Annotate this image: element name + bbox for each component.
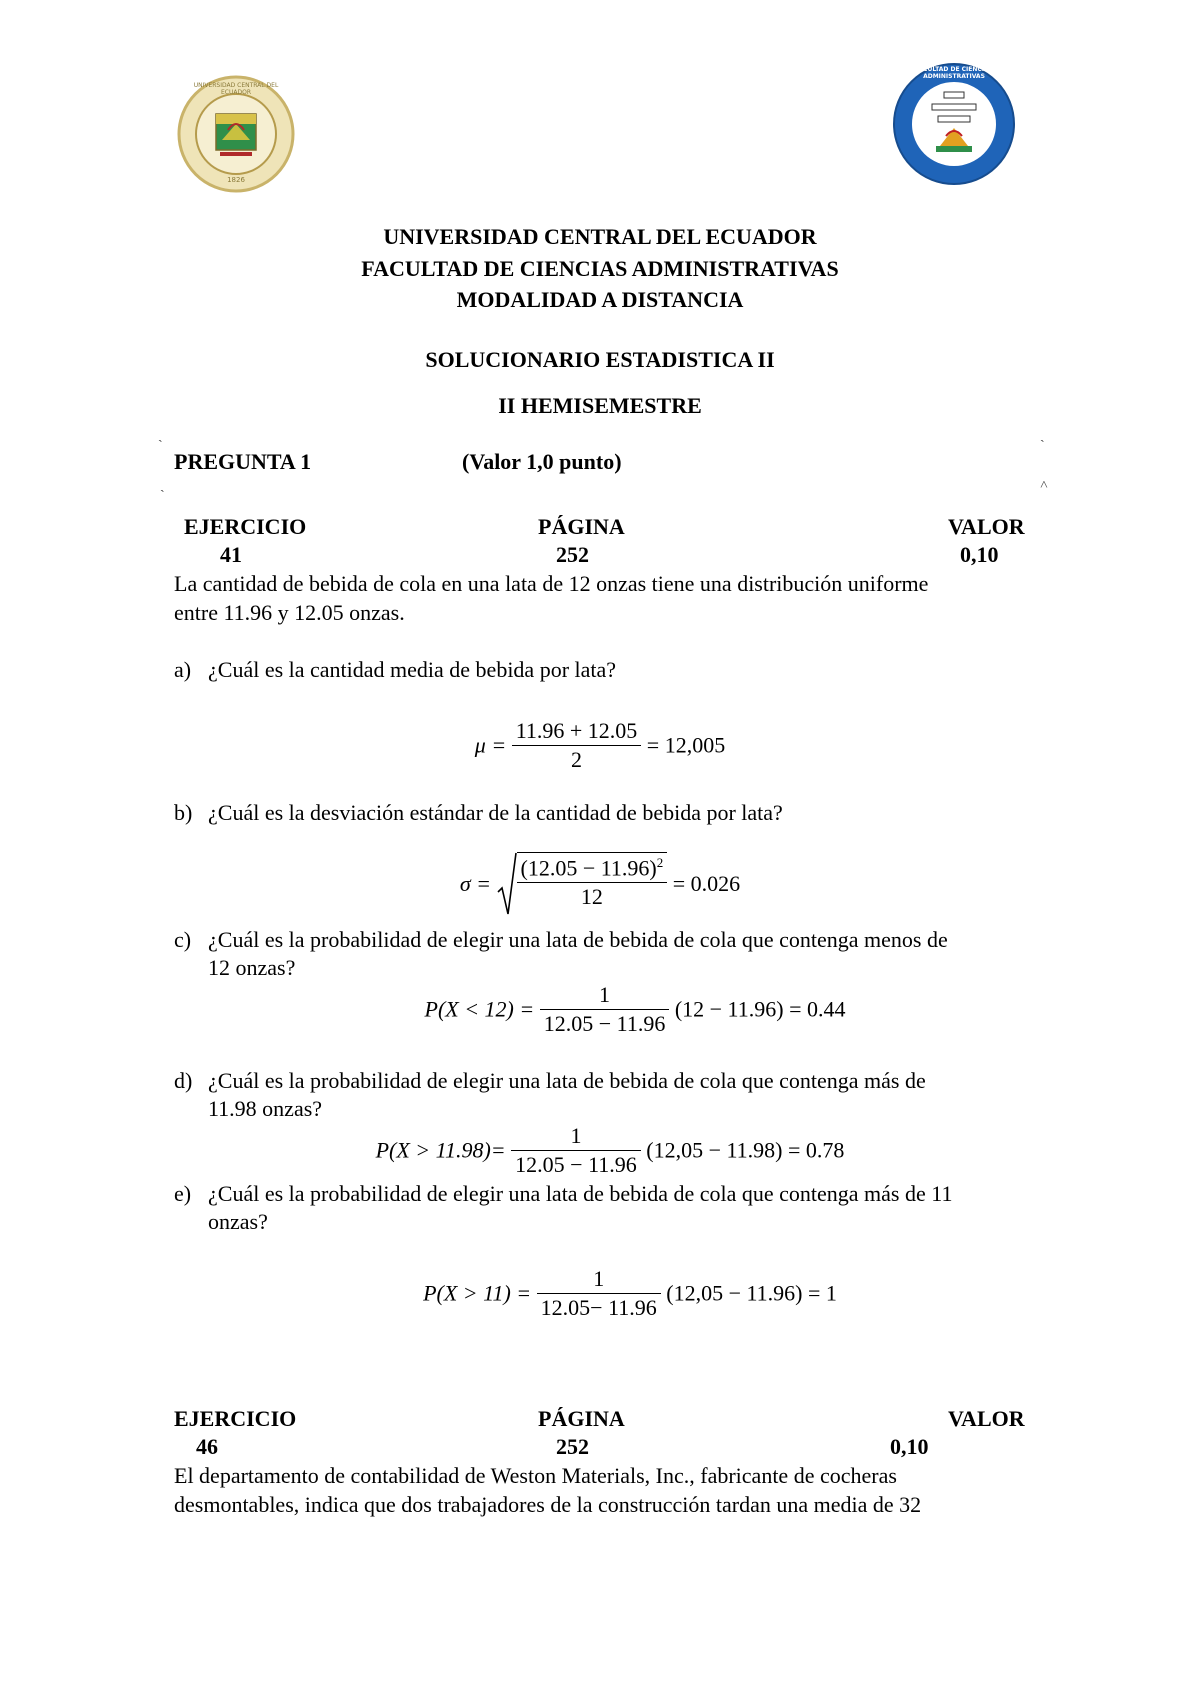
formula-lhs: P(X > 11.98)= (375, 1137, 506, 1163)
exercise-value: 0,10 (890, 1434, 929, 1459)
formula-prob-greater-11 (0, 1266, 1200, 1321)
modality-name: MODALIDAD A DISTANCIA (456, 287, 744, 312)
document-title: SOLUCIONARIO ESTADISTICA II (425, 347, 775, 372)
exercise-number: 41 (220, 542, 242, 567)
university-name: UNIVERSIDAD CENTRAL DEL ECUADOR (383, 224, 817, 249)
exercise-statement-line: La cantidad de bebida de cola en una lata de 12 onzas tiene una distribución uniforme (174, 571, 929, 596)
fraction (540, 982, 670, 1037)
item-question-e: ¿Cuál es la probabilidad de elegir una lata de bebida de cola que contenga más de 11 (208, 1181, 953, 1206)
exponent: 2 (656, 855, 664, 870)
fraction-numerator: 1 (511, 1123, 641, 1151)
formula-prob-less-12 (0, 982, 1200, 1037)
formula-mean (0, 718, 1200, 773)
formula-result: = 0.44 (789, 996, 846, 1022)
item-question-c-cont: 12 onzas? (208, 955, 296, 980)
university-seal-year: 1826 (227, 176, 245, 184)
fraction-denominator: 12.05 − 11.96 (515, 1152, 637, 1177)
formula-result: = 12,005 (646, 732, 726, 758)
square-root (497, 852, 668, 916)
item-question-b: ¿Cuál es la desviación estándar de la cantidad de bebida por lata? (208, 800, 783, 825)
item-question-e-cont: onzas? (208, 1209, 268, 1234)
exercise-col-header-value: VALOR (948, 514, 1025, 539)
formula-lhs: P(X > 11) = (423, 1280, 532, 1306)
item-question-c: ¿Cuál es la probabilidad de elegir una lata de bebida de cola que contenga menos de (208, 927, 948, 952)
item-label-b: b) (174, 800, 193, 825)
item-question-d: ¿Cuál es la probabilidad de elegir una lata de bebida de cola que contenga más de (208, 1068, 926, 1093)
exercise-col-header-value: VALOR (948, 1406, 1025, 1431)
scan-mark: ˏ (158, 428, 163, 443)
scan-mark: ˄ (1040, 478, 1048, 493)
fraction (517, 855, 668, 910)
formula-result: = 0.026 (672, 871, 741, 896)
item-label-a: a) (174, 657, 192, 682)
exercise-statement-line: entre 11.96 y 12.05 onzas. (174, 600, 405, 625)
exercise-value: 0,10 (960, 542, 999, 567)
formula-lhs: μ = (474, 732, 507, 758)
fraction-numerator: 11.96 + 12.05 (512, 718, 642, 746)
exercise-number: 46 (196, 1434, 218, 1459)
numerator-expression: (12.05 − 11.96) (520, 855, 657, 881)
question-label: PREGUNTA 1 (174, 449, 312, 474)
scan-mark: ˏ (1040, 428, 1045, 443)
question-value: (Valor 1,0 punto) (462, 449, 622, 474)
exercise-col-header-exercise: EJERCICIO (184, 514, 307, 539)
university-seal-logo (176, 74, 296, 194)
formula-result: = 0.78 (788, 1137, 845, 1163)
formula-std-dev (0, 852, 1200, 916)
sqrt-sign-icon (497, 852, 517, 916)
item-label-e: e) (174, 1181, 192, 1206)
fraction-denominator: 12.05− 11.96 (540, 1295, 657, 1320)
university-seal-text: UNIVERSIDAD CENTRAL DEL ECUADOR (193, 82, 279, 96)
faculty-seal-text: FACULTAD DE CIENCIAS ADMINISTRATIVAS (914, 66, 994, 80)
formula-paren: (12,05 − 11.96) (666, 1280, 803, 1306)
exercise-col-header-page: PÁGINA (538, 514, 625, 539)
exercise-page: 252 (556, 542, 589, 567)
exercise-page: 252 (556, 1434, 589, 1459)
fraction-denominator: 12 (580, 884, 603, 910)
term-title: II HEMISEMESTRE (498, 393, 702, 418)
item-label-c: c) (174, 927, 192, 952)
formula-result: = 1 (808, 1280, 837, 1306)
formula-prob-greater-11-98 (0, 1123, 1200, 1178)
formula-lhs: P(X < 12) = (424, 996, 535, 1022)
item-label-d: d) (174, 1068, 193, 1093)
exercise-col-header-exercise: EJERCICIO (174, 1406, 297, 1431)
fraction (511, 1123, 641, 1178)
formula-paren: (12 − 11.96) (674, 996, 784, 1022)
fraction-numerator (517, 855, 668, 883)
scan-mark: ˏ (160, 478, 165, 493)
item-question-d-cont: 11.98 onzas? (208, 1096, 323, 1121)
fraction-denominator: 12.05 − 11.96 (543, 1011, 666, 1036)
exercise-col-header-page: PÁGINA (538, 1406, 625, 1431)
faculty-name: FACULTAD DE CIENCIAS ADMINISTRATIVAS (361, 256, 839, 281)
fraction (537, 1266, 661, 1321)
exercise-statement-line: El departamento de contabilidad de Weston Materials, Inc., fabricante de cocheras (174, 1463, 897, 1488)
faculty-seal-logo (892, 62, 1016, 186)
formula-lhs: σ = (459, 871, 492, 896)
faculty-seal-icon (892, 62, 1016, 186)
formula-paren: (12,05 − 11.98) (646, 1137, 783, 1163)
item-question-a: ¿Cuál es la cantidad media de bebida por lata? (208, 657, 617, 682)
exercise-statement-line: desmontables, indica que dos trabajadores de la construcción tardan una media de 32 (174, 1492, 922, 1517)
fraction-numerator: 1 (540, 982, 670, 1010)
fraction-denominator: 2 (570, 747, 582, 772)
fraction-numerator: 1 (537, 1266, 661, 1294)
fraction (512, 718, 642, 773)
